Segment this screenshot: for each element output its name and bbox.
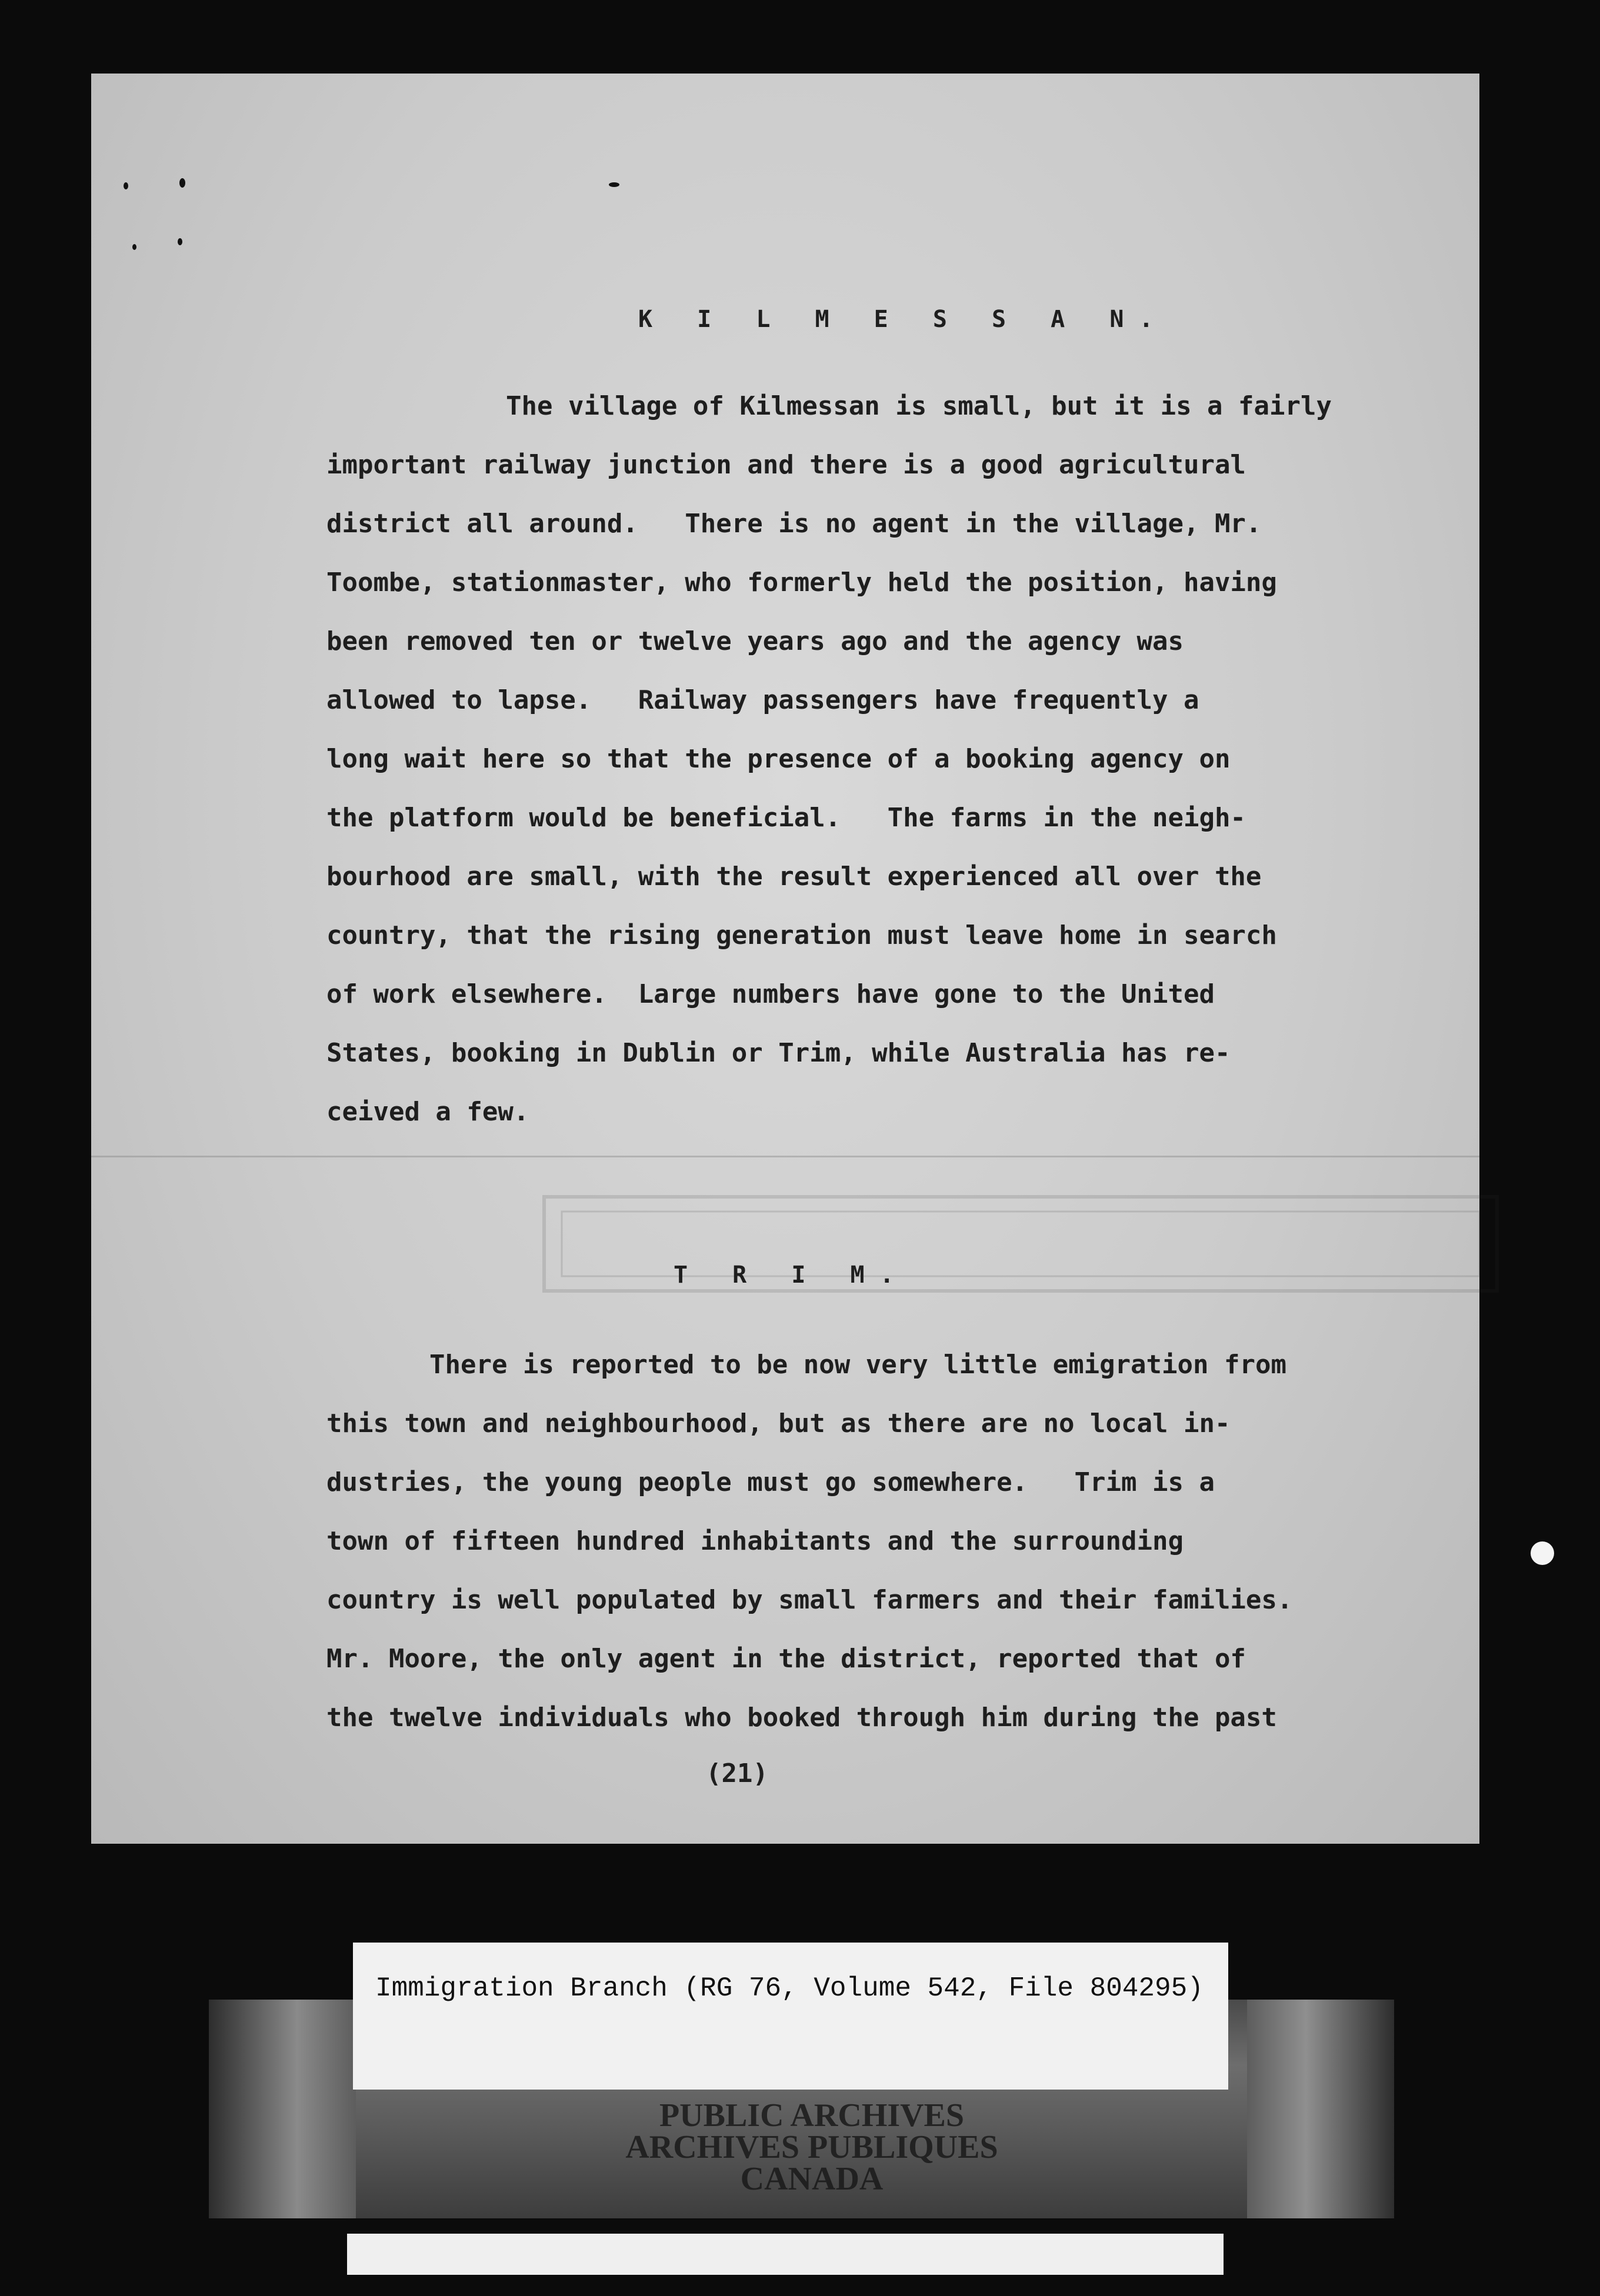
- scan-speck: [609, 182, 619, 187]
- stamp-line: ARCHIVES PUBLIQUES: [625, 2129, 998, 2165]
- paragraph-line: bourhood are small, with the result experienced all over the: [326, 862, 1262, 892]
- paper-fold-line: [91, 1156, 1479, 1157]
- paragraph-line: the platform would be beneficial. The farms in the neigh-: [326, 803, 1246, 833]
- archive-tape-right-edge: [1247, 2000, 1394, 2218]
- paragraph-line: country is well populated by small farmers and their families.: [326, 1585, 1293, 1615]
- paragraph-line: Toombe, stationmaster, who formerly held the position, having: [326, 568, 1277, 598]
- scan-speck: [179, 178, 185, 188]
- paragraph-line: the twelve individuals who booked through him during the past: [326, 1703, 1277, 1733]
- section-heading-kilmessan: K I L M E S S A N.: [638, 306, 1169, 333]
- paragraph-line: country, that the rising generation must leave home in search: [326, 920, 1277, 950]
- stamp-line: CANADA: [740, 2161, 884, 2197]
- paragraph-line: district all around. There is no agent in the village, Mr.: [326, 509, 1262, 539]
- punch-hole: [1531, 1541, 1554, 1565]
- paragraph-line: town of fifteen hundred inhabitants and the surrounding: [326, 1526, 1184, 1556]
- paragraph-line: States, booking in Dublin or Trim, while Australia has re-: [326, 1038, 1231, 1068]
- scan-speck: [124, 182, 128, 189]
- paragraph-line: There is reported to be now very little emigration from: [429, 1350, 1286, 1380]
- paragraph-line: important railway junction and there is a good agricultural: [326, 450, 1246, 480]
- archives-stamp: [588, 2097, 1035, 2197]
- paragraph-line: been removed ten or twelve years ago and the agency was: [326, 626, 1184, 656]
- typed-page: [91, 74, 1479, 1844]
- paragraph-line: ceived a few.: [326, 1097, 529, 1127]
- paragraph-line: of work elsewhere. Large numbers have gone to the United: [326, 979, 1215, 1009]
- archive-reference-text: Immigration Branch (RG 76, Volume 542, File 804295): [375, 1973, 1204, 2004]
- archive-tape-left-edge: [209, 2000, 356, 2218]
- scan-speck: [178, 238, 182, 245]
- page-number: (21): [706, 1758, 768, 1788]
- paragraph-line: The village of Kilmessan is small, but it is a fairly: [506, 391, 1332, 421]
- stamp-line: PUBLIC ARCHIVES: [659, 2097, 965, 2134]
- paragraph-line: dustries, the young people must go somewhere. Trim is a: [326, 1467, 1215, 1497]
- paragraph-line: allowed to lapse. Railway passengers have frequently a: [326, 685, 1199, 715]
- scan-speck: [132, 244, 136, 250]
- paragraph-line: Mr. Moore, the only agent in the district, reported that of: [326, 1644, 1246, 1674]
- archive-bottom-strip: [347, 2234, 1224, 2275]
- section-heading-trim: T R I M.: [674, 1262, 909, 1289]
- archive-reference-label: [353, 1943, 1228, 2090]
- paragraph-line: long wait here so that the presence of a booking agency on: [326, 744, 1231, 774]
- paragraph-line: this town and neighbourhood, but as there are no local in-: [326, 1409, 1231, 1439]
